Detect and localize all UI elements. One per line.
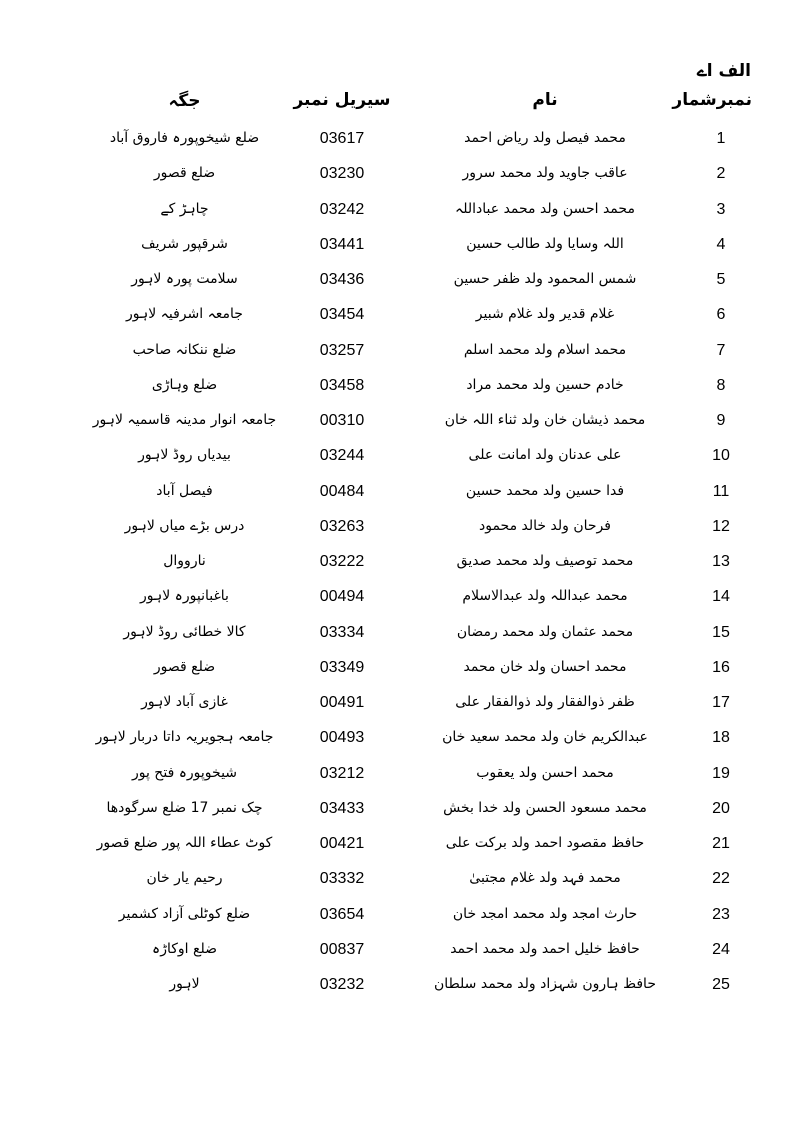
row-name: عبدالکریم خان ولد محمد سعید خان <box>442 729 648 746</box>
row-place: ضلع اوکاڑہ <box>152 940 217 957</box>
row-name: ظفر ذوالفقار ولد ذوالفقار علی <box>455 694 635 710</box>
row-serial-no: 21 <box>712 835 730 852</box>
row-serial-no: 1 <box>716 130 726 147</box>
table-row <box>0 899 793 934</box>
section-label: الف اے <box>696 61 751 81</box>
row-place: ضلع قصور <box>153 658 216 675</box>
row-serial-no: 3 <box>716 200 726 218</box>
table-row <box>0 123 793 158</box>
table-row <box>0 476 793 511</box>
table-row <box>0 370 793 405</box>
row-place: جامعہ انوار مدینہ قاسمیہ لاہور <box>92 412 277 428</box>
header-serial-no: نمبرشمار <box>672 90 752 110</box>
row-serial-no: 18 <box>712 729 730 747</box>
row-serial-number: 03334 <box>319 623 365 641</box>
row-serial-no: 14 <box>712 588 730 606</box>
row-serial-no: 10 <box>712 447 730 465</box>
table-row <box>0 440 793 475</box>
row-name: غلام قدیر ولد غلام شبیر <box>475 306 615 323</box>
row-serial-no: 9 <box>716 412 726 429</box>
row-place: ضلع ننکانہ صاحب <box>132 341 237 358</box>
row-name: محمد احسان ولد خان محمد <box>463 658 627 675</box>
row-serial-no: 11 <box>712 482 730 500</box>
row-name: محمد ذیشان خان ولد ثناء اللہ خان <box>444 412 646 428</box>
row-name: حافظ ہارون شہزاد ولد محمد سلطان <box>434 976 656 992</box>
row-serial-no: 22 <box>712 870 730 888</box>
row-name: فرحان ولد خالد محمود <box>479 517 611 534</box>
row-serial-number: 03242 <box>319 200 365 218</box>
table-row <box>0 194 793 229</box>
row-serial-number: 00310 <box>319 412 365 429</box>
table-row <box>0 758 793 793</box>
header-serial-number: سیریل نمبر <box>293 90 391 110</box>
row-place: ضلع کوٹلی آزاد کشمیر <box>118 905 251 922</box>
row-serial-number: 03332 <box>319 870 365 888</box>
row-name: شمس المحمود ولد ظفر حسین <box>453 271 637 287</box>
row-name: محمد احسن ولد محمد عباداللہ <box>455 200 635 217</box>
row-serial-number: 03257 <box>319 341 365 359</box>
row-serial-number: 03244 <box>319 447 365 465</box>
row-serial-number: 00491 <box>319 694 365 711</box>
row-serial-number: 03441 <box>319 235 365 253</box>
row-serial-no: 7 <box>716 341 726 359</box>
row-place: شرقپور شریف <box>141 235 228 252</box>
row-serial-no: 12 <box>712 517 730 535</box>
row-place: جامعہ ہجویریہ داتا دربار لاہور <box>95 729 274 746</box>
row-serial-number: 03436 <box>319 271 365 288</box>
row-name: محمد اسلام ولد محمد اسلم <box>463 341 627 358</box>
row-serial-no: 24 <box>712 940 730 958</box>
row-place: ضلع شیخوپورہ فاروق آباد <box>109 130 260 146</box>
row-serial-number: 03232 <box>319 976 365 993</box>
row-serial-number: 00494 <box>319 588 365 606</box>
row-serial-number: 03654 <box>319 905 365 923</box>
row-serial-no: 20 <box>712 799 730 817</box>
row-serial-number: 03222 <box>319 553 365 570</box>
row-place: باغبانپورہ لاہور <box>140 588 229 605</box>
row-serial-no: 6 <box>716 306 726 324</box>
row-serial-number: 03349 <box>319 658 365 676</box>
row-serial-number: 03230 <box>319 165 365 183</box>
row-serial-no: 19 <box>712 764 730 782</box>
row-serial-number: 00493 <box>319 729 365 747</box>
table-row <box>0 511 793 546</box>
row-name: محمد عثمان ولد محمد رمضان <box>456 623 634 640</box>
table-row <box>0 405 793 440</box>
row-name: حارث امجد ولد محمد امجد خان <box>452 905 638 922</box>
row-serial-number: 03458 <box>319 376 365 394</box>
row-serial-no: 2 <box>716 165 726 183</box>
row-name: محمد توصیف ولد محمد صدیق <box>456 553 634 569</box>
table-row <box>0 863 793 898</box>
row-name: علی عدنان ولد امانت علی <box>468 447 622 464</box>
row-serial-number: 00837 <box>319 940 365 958</box>
row-name: محمد مسعود الحسن ولد خدا بخش <box>443 799 647 816</box>
row-serial-no: 16 <box>712 658 730 676</box>
row-serial-no: 5 <box>716 271 726 288</box>
row-place: چک نمبر 17 ضلع سرگودھا <box>106 799 263 816</box>
table-row <box>0 969 793 1004</box>
row-name: خادم حسین ولد محمد مراد <box>466 376 624 393</box>
row-name: حافظ خلیل احمد ولد محمد احمد <box>450 940 640 957</box>
row-serial-number: 03212 <box>319 764 365 782</box>
row-name: اللہ وسایا ولد طالب حسین <box>466 235 624 252</box>
row-name: محمد فہد ولد غلام مجتبیٰ <box>469 870 621 887</box>
header-place: جگہ <box>168 91 201 111</box>
row-place: درس بڑے میاں لاہور <box>124 517 245 534</box>
row-place: غازی آباد لاہور <box>141 694 228 710</box>
table-row <box>0 229 793 264</box>
row-place: بیدیاں روڈ لاہور <box>138 447 231 464</box>
row-name: فدا حسین ولد محمد حسین <box>465 482 625 499</box>
table-row <box>0 335 793 370</box>
row-name: محمد احسن ولد یعقوب <box>476 764 614 781</box>
row-serial-no: 23 <box>712 905 730 923</box>
table-row <box>0 793 793 828</box>
table-row <box>0 299 793 334</box>
row-serial-number: 03433 <box>319 799 365 817</box>
row-serial-no: 15 <box>712 623 730 641</box>
row-name: عاقب جاوید ولد محمد سرور <box>462 165 628 182</box>
row-name: محمد فیصل ولد ریاض احمد <box>464 130 626 146</box>
row-serial-no: 8 <box>716 376 726 394</box>
row-serial-number: 03263 <box>319 517 365 535</box>
row-serial-no: 25 <box>712 976 730 993</box>
table-row <box>0 934 793 969</box>
table-row <box>0 264 793 299</box>
row-serial-number: 03454 <box>319 306 365 324</box>
row-place: جامعہ اشرفیہ لاہور <box>126 306 243 323</box>
row-serial-number: 03617 <box>319 130 365 147</box>
row-name: محمد عبداللہ ولد عبدالاسلام <box>462 588 628 605</box>
row-name: حافظ مقصود احمد ولد برکت علی <box>445 835 645 851</box>
row-serial-number: 00484 <box>319 482 365 500</box>
table-row <box>0 722 793 757</box>
table-row <box>0 581 793 616</box>
table-row <box>0 828 793 863</box>
row-serial-number: 00421 <box>319 835 365 852</box>
table-row <box>0 617 793 652</box>
row-place: فیصل آباد <box>156 482 213 499</box>
table-body <box>0 123 793 1004</box>
table-row <box>0 687 793 722</box>
row-place: نارووال <box>163 553 206 569</box>
table-row <box>0 652 793 687</box>
row-serial-no: 13 <box>712 553 730 570</box>
row-place: ضلع وہاڑی <box>151 376 218 393</box>
row-place: چاہڑ کے <box>160 200 209 217</box>
table-row <box>0 546 793 581</box>
row-place: رحیم یار خان <box>146 870 223 887</box>
row-serial-no: 4 <box>716 235 726 253</box>
row-place: کوٹ عطاء اللہ پور ضلع قصور <box>96 835 273 851</box>
table-row <box>0 158 793 193</box>
row-place: لاہور <box>169 976 200 992</box>
row-place: ضلع قصور <box>153 165 216 182</box>
table-header <box>0 90 793 118</box>
row-place: سلامت پورہ لاہور <box>131 271 238 287</box>
header-name: نام <box>532 90 558 110</box>
row-serial-no: 17 <box>712 694 730 711</box>
row-place: شیخوپورہ فتح پور <box>131 764 238 781</box>
row-place: کالا خطائی روڈ لاہور <box>123 623 246 640</box>
